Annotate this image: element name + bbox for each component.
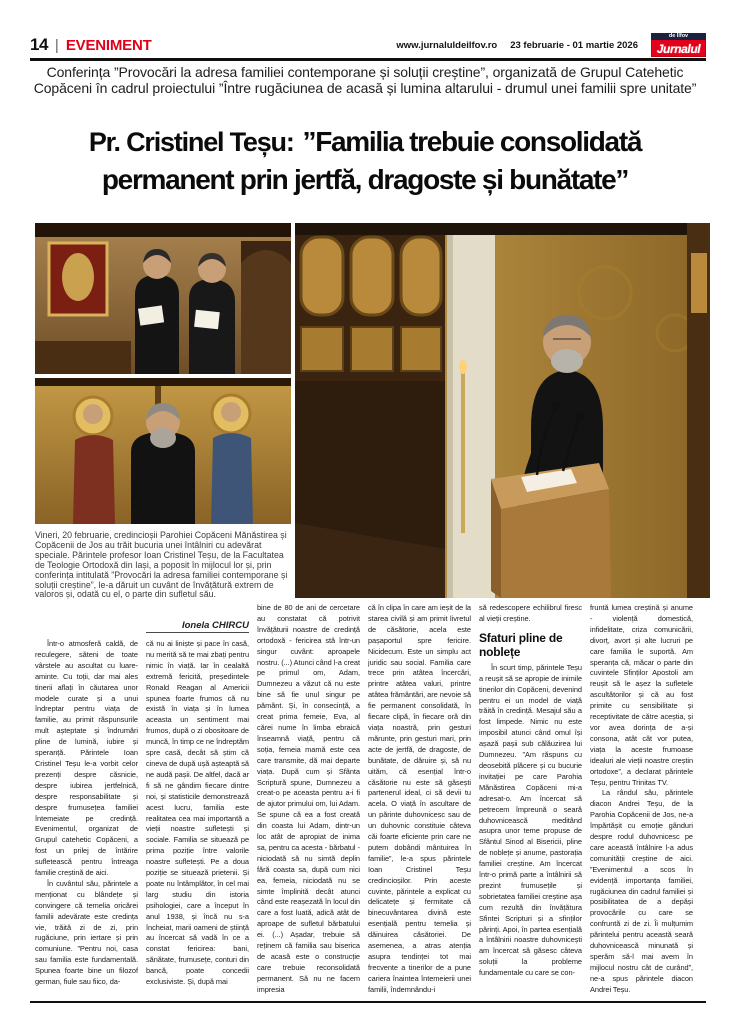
paragraph: fruntă lumea creștină și anume - violență domestică, infidelitate, criza comunicării, divorț, avort și alte lucruri pe care familia le suportă. Am speranța că, măcar o parte din cuvintele Sfinților Apostoli am reușit să le așez la sufletele ascultătorilor și că au fost primite cu sensibilitate și receptivitate de către aceștia, și vor avea dorința de a-și consona, atât cât vor putea, viața la aceste frumoase idealuri ale vieții noastre creștin ortodoxe”, a declarat părintele Teșu, pentru Trinitas TV. xyxy=(590,603,693,787)
masthead-right xyxy=(396,33,706,57)
paragraph: În cuvântul său, părintele a menționat cu blândețe și convingere că temelia oricărei familii adevărate este credința vie, trăită zi de zi, prin rugăciune, prin iertare și prin comuniune. ”Pentru noi, casa sau familia este fundamentală. Spunea foarte bine un filozof german, fiule sau fiico, da- xyxy=(35,878,138,987)
subheading-sfaturi: Sfaturi pline de noblețe xyxy=(479,630,563,659)
article-column-4 xyxy=(368,603,471,998)
photo-priests-reading xyxy=(35,223,291,374)
article-column-5 xyxy=(479,603,582,998)
page-bottom-rule xyxy=(30,1001,706,1003)
byline: Ionela CHIRCU xyxy=(146,620,249,633)
article-column-3 xyxy=(257,603,360,998)
article-column-6 xyxy=(590,603,693,998)
website-url: www.jurnaluldeilfov.ro xyxy=(396,39,498,51)
newspaper-logo xyxy=(651,33,706,57)
masthead-rule xyxy=(30,58,706,61)
article-column-2 xyxy=(146,639,249,997)
article-lead: Vineri, 20 februarie, credincioșii Parohiei Copăceni Mănăstirea și Copăcenii de Jos au trăit bucuria unei întâlniri cu adevărat speciale. Părintele profesor Ioan Cristinel Teșu, de la Facultatea de Teologie Ortodoxă din Iași, a poposit în mijlocul lor și, prin conferința intitulată ”Provocări la adresa familiei contemporane și soluții creștine”, le-a dăruit un cuvânt de învățătură extrem de valoros și, odată cu el, o parte din sufletul său. xyxy=(35,530,288,600)
paragraph: La rândul său, părintele diacon Andrei Teșu, de la Parohia Copăcenii de Jos, ne-a împărtășit cu emoție gânduri despre rodul duhovnicesc pe care această întâlnire l-a adus comunității creștine de aici. ”Evenimentul a scos în evidență importanța familiei, rugăciunea din cadrul familiei și posibilitatea de a depăși provocările cu care se confruntă zi de zi. Îi mulțumim părintelui pentru această seară duhovnicească minunată și sperăm să-l mai avem în mijlocul nostru cât de curând”, ne-a spus părintele diacon Andrei Teșu. xyxy=(590,788,693,994)
photo-priest-lectern xyxy=(295,223,710,598)
photo-priest-frescoes xyxy=(35,378,291,524)
paragraph: Într-o atmosferă caldă, de reculegere, săteni de toate vârstele au ascultat cu luare-aminte. Cu toții, dar mai ales tinerii aflați în căutarea unor modele curate și a unui îndreptar pentru viața de familie, au primit răspunsurile mult așteptate și îndrumări pline de lumină, iubire și speranță. Părintele Ioan Cristinel Teșu le-a vorbit celor prezenți despre căsnicie, despre iubirea jertfelnică, despre responsabilitate și despre frumusețea familiei întemeiate pe credință. Evenimentul, organizat de Grupul catehetic Copăceni, a fost un prilej de întărire sufletească pentru întreaga familie creștină de aici. xyxy=(35,639,138,878)
photo-priest-frescoes-illustration xyxy=(35,378,291,524)
logo-subtitle: de Ilfov xyxy=(651,33,706,40)
section-title: EVENIMENT xyxy=(65,36,152,54)
article-headline xyxy=(22,121,708,198)
photo-priest-lectern-illustration xyxy=(295,223,710,598)
paragraph: că în clipa în care am ieșit de la starea civilă și am primit livretul de căsătorie, acela este pașaportul spre fericire. Nicidecum. Este un simplu act juridic sau social. Familia care trece prin atâtea încercări, printre atâtea valuri, printre atâtea frământări, are nevoie să fie permanent consolidată, în fiecare clipă, în fiecare oră din viața noastră, prin gesturi mărunte, prin gesturi mari, prin acte de jertfă, de dragoste, de bunătate, de dăruire și, să nu uităm, că esențial într-o căsătorie nu este să găsești partenerul ideal, ci să devii tu acela. O viață în ascultare de un părinte duhovnicesc sau de un duhovnic constituie câteva căi foarte eficiente prin care ne putem dobândi mântuirea în familie”, le-a spus părintele Ioan Cristinel Teșu credincioșilor. Prin aceste cuvinte, părintele a explicat cu delicatețe și fermitate că binecuvântarea divină este esențială pentru temelia și dăinuirea căsătoriei. De asemenea, a atras atenția asupra tendinței tot mai frecvente a tinerilor de a pune cariera înaintea întemeierii unei familii, îndemnându-i xyxy=(368,603,471,994)
issue-date-range: 23 februarie - 01 martie 2026 xyxy=(510,39,638,51)
masthead xyxy=(30,33,706,57)
paragraph: că nu ai liniște și pace în casă, nu merită să te mai zbați pentru nimic în viață. Iar în cealaltă extremă fericită, președintele Ronald Reagan al Americii spunea foarte frumos că nu există în viața și în lumea aceasta un sentiment mai frumos, după o zi obositoare de muncă, în timp ce ne îndreptăm spre casă, decât să știm că cineva de după ușă așteaptă să ne audă pașii. De altfel, dacă ar fi să ne gândim fiecare dintre noi, și statisticile demonstrează acest lucru, familia este realitatea cea mai importantă a vieții noastre sufletești și sociale. Familia se situează pe prima poziție între valorile noastre sufletești. Pe a doua poziție se situează prietenii. Și poate nu întâmplător, în cel mai larg studiu din istoria psihologiei, care a început în anul 1938, și încă nu s-a încheiat, marii oameni de știință au încercat să vadă în ce a constat fericirea: bani, sănătate, frumusețe, conturi din bancă, poate concedii exclusiviste. Și, după mai xyxy=(146,639,249,987)
paragraph: bine de 80 de ani de cercetare au constatat că potrivit învățăturii noastre de credință ortodoxă - fericirea stă într-un singur cuvânt: aproapele nostru. (...) Atunci când l-a creat pe primul om, Adam, Dumnezeu a văzut că nu este bine să fie unul singur pe pământ. Și, în consecință, a creat prima femeie, Eva, al cărei nume în limba ebraică înseamnă viață, pentru că soția, femeia mamă este cea care transmite, dă mai departe viața. După cum și Sfânta Scriptură spune, Dumnezeu a creat-o pe aceasta pentru a-i fi de ajutor primului om, lui Adam. Se spune că ea a fost creată din coasta lui Adam, dintr-un loc atât de apropiat de inima sa, pentru ca acesta - bărbatul - niciodată să nu simtă deplin fără coasta sa, după cum nici ea, femeia, niciodată nu se simte împlinită decât atunci când este reașezată în locul din care a fost luată, adică atât de aproape de sufletul bărbatului ei. (...) Așadar, trebuie să reținem că familia sau biserica de acasă este o construcție care trebuie reconsolidată permanent. Să nu ne facem impresia xyxy=(257,603,360,994)
headline-quote: ”Familia trebuie consolidată permanent prin jertfă, dragoste și bunătate” xyxy=(101,126,642,196)
page-number: 14 xyxy=(30,35,48,54)
paragraph: În scurt timp, părintele Teșu a reușit să se apropie de inimile tinerilor din Copăceni, devenind pentru ei un model de viață trăită în credință. Mesajul său a fost limpede. Nimic nu este imposibil atunci când omul își așază pașii sub călăuzirea lui Dumnezeu. ”Am răspuns cu deosebită plăcere și cu bucurie invitației pe care Parohia Mănăstirea Copăceni mi-a adresat-o. Am încercat să petrecem împreună o seară duhovnicească meditând asupra unor teme propuse de Sfântul Sinod al Bisericii, pline de noblețe și anume, pastorația familiei creștine. Am încercat într-o primă parte a întâlnirii să prezint frumusețile și sobrietatea familiei creștine așa cum rezultă din învățătura Sfintei Scripturi și a sfinților părinți. Apoi, în partea esențială a întâlnirii noastre duhovnicești am încercat să găsesc câteva soluții la probleme fundamentale cu care se con- xyxy=(479,662,582,978)
headline-speaker: Pr. Cristinel Teșu: xyxy=(88,127,294,157)
masthead-separator: | xyxy=(54,36,59,54)
conference-banner: Conferința ”Provocări la adresa familiei contemporane și soluții creștine”, organizată de Grupul Catehetic Copăceni în cadrul proiectului ”Între rugăciunea de acasă și lumina altarului - drumul unei familii spre unitate” xyxy=(33,64,697,97)
paragraph: să redescopere echilibrul firesc al vieții creștine. xyxy=(479,603,582,623)
photo-priests-reading-illustration xyxy=(35,223,291,374)
logo-name: Jurnalul xyxy=(656,42,701,56)
article-column-1 xyxy=(35,639,138,997)
